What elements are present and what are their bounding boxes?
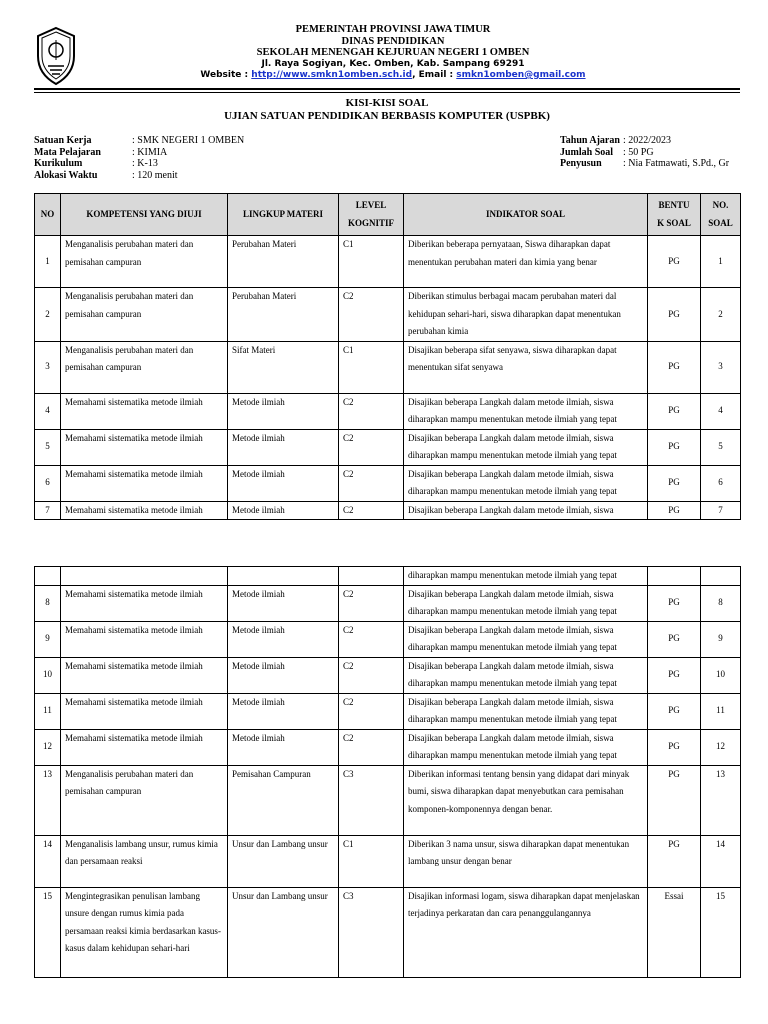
cell-materi: Metode ilmiah [228,429,339,465]
cell-materi: Metode ilmiah [228,465,339,501]
cell-kompetensi: Menganalisis perubahan materi dan pemisahan campuran [61,341,228,393]
cell-materi [228,567,339,586]
cell-level: C1 [339,835,404,887]
table-row [35,621,741,657]
info-value: : KIMIA [132,146,168,158]
email-label: , Email : [412,70,454,80]
cell-materi: Perubahan Materi [228,236,339,288]
title-line-2: UJIAN SATUAN PENDIDIKAN BERBASIS KOMPUTER (USPBK) [224,109,550,122]
info-value: : 120 menit [132,169,178,181]
cell-level: C2 [339,288,404,342]
cell-bentuk: PG [648,765,701,835]
cell-soal: 8 [701,585,741,621]
cell-indikator: Disajikan beberapa Langkah dalam metode ilmiah, siswa [404,501,648,520]
cell-indikator: Disajikan beberapa sifat senyawa, siswa diharapkan dapat menentukan sifat senyawa [404,341,648,393]
info-label: Alokasi Waktu [34,169,98,181]
cell-indikator: Diberikan beberapa pernyataan, Siswa diharapkan dapat menentukan perubahan materi dan kimia yang benar [404,236,648,288]
website-label: Website : [200,70,249,80]
cell-bentuk: PG [648,585,701,621]
letterhead-rule-thick [34,88,740,90]
table-row [35,341,741,393]
cell-materi: Unsur dan Lambang unsur [228,835,339,887]
cell-indikator: Disajikan beberapa Langkah dalam metode ilmiah, siswa diharapkan mampu menentukan metode ilmiah yang tepat [404,393,648,429]
cell-indikator: Disajikan beberapa Langkah dalam metode ilmiah, siswa diharapkan mampu menentukan metode ilmiah yang tepat [404,429,648,465]
info-kurikulum [34,158,244,170]
info-jumlah-soal [560,147,729,159]
header-level-line1: LEVEL [355,200,387,210]
cell-bentuk: PG [648,621,701,657]
cell-kompetensi: Memahami sistematika metode ilmiah [61,393,228,429]
cell-level: C2 [339,729,404,765]
cell-indikator: Disajikan beberapa Langkah dalam metode ilmiah, siswa diharapkan mampu menentukan metode ilmiah yang tepat [404,585,648,621]
cell-materi: Metode ilmiah [228,585,339,621]
cell-kompetensi: Menganalisis perubahan materi dan pemisahan campuran [61,236,228,288]
cell-bentuk: PG [648,429,701,465]
cell-kompetensi: Memahami sistematika metode ilmiah [61,621,228,657]
cell-materi: Unsur dan Lambang unsur [228,887,339,977]
cell-bentuk: PG [648,657,701,693]
cell-level: C2 [339,621,404,657]
info-alokasi-waktu [34,170,244,182]
cell-level: C2 [339,429,404,465]
info-label: Jumlah Soal [560,146,614,158]
cell-soal [701,567,741,586]
cell-indikator: Diberikan 3 nama unsur, siswa diharapkan dapat menentukan lambang unsur dengan benar [404,835,648,887]
header-indikator: INDIKATOR SOAL [404,194,648,236]
info-right [560,135,729,170]
header-level-line2: KOGNITIF [347,217,394,228]
table-row [35,429,741,465]
letterhead-rule-thin [34,92,740,93]
cell-soal: 14 [701,835,741,887]
cell-no: 9 [35,621,61,657]
cell-no: 3 [35,341,61,393]
info-tahun-ajaran [560,135,729,147]
cell-no: 5 [35,429,61,465]
cell-level: C1 [339,341,404,393]
cell-bentuk: PG [648,236,701,288]
cell-kompetensi: Memahami sistematika metode ilmiah [61,585,228,621]
cell-indikator: Disajikan beberapa Langkah dalam metode ilmiah, siswa diharapkan mampu menentukan metode ilmiah yang tepat [404,657,648,693]
cell-kompetensi: Menganalisis lambang unsur, rumus kimia dan persamaan reaksi [61,835,228,887]
table-row [35,657,741,693]
letterhead-school-name: SEKOLAH MENENGAH KEJURUAN NEGERI 1 OMBEN [256,47,530,58]
cell-bentuk: PG [648,465,701,501]
cell-no: 13 [35,765,61,835]
info-label: Tahun Ajaran [560,135,620,146]
cell-materi: Metode ilmiah [228,657,339,693]
cell-soal: 15 [701,887,741,977]
cell-materi: Perubahan Materi [228,288,339,342]
cell-indikator: diharapkan mampu menentukan metode ilmiah yang tepat [404,567,648,586]
cell-kompetensi: Memahami sistematika metode ilmiah [61,657,228,693]
table-row [35,393,741,429]
cell-soal: 5 [701,429,741,465]
header-bentuk-line1: BENTU [658,200,690,210]
cell-bentuk: PG [648,501,701,520]
table-row [35,765,741,835]
cell-indikator: Disajikan beberapa Langkah dalam metode ilmiah, siswa diharapkan mampu menentukan metode ilmiah yang tepat [404,621,648,657]
cell-level: C2 [339,657,404,693]
header-no-soal [701,194,741,236]
table-row-continuation [35,567,741,586]
cell-soal: 13 [701,765,741,835]
cell-soal: 9 [701,621,741,657]
kisi-table-page-2 [34,566,741,978]
cell-soal: 4 [701,393,741,429]
info-label: Kurikulum [34,158,83,169]
cell-materi: Metode ilmiah [228,621,339,657]
cell-no: 4 [35,393,61,429]
cell-kompetensi: Memahami sistematika metode ilmiah [61,465,228,501]
table-row [35,693,741,729]
cell-bentuk: PG [648,341,701,393]
letterhead [100,24,686,82]
cell-indikator: Disajikan beberapa Langkah dalam metode ilmiah, siswa diharapkan mampu menentukan metode ilmiah yang tepat [404,465,648,501]
info-label: Satuan Kerja [34,135,92,146]
cell-kompetensi: Menganalisis perubahan materi dan pemisahan campuran [61,288,228,342]
table-row [35,887,741,977]
letterhead-address: Jl. Raya Sogiyan, Kec. Omben, Kab. Sampang 69291 [261,58,525,69]
cell-level: C3 [339,887,404,977]
cell-soal: 11 [701,693,741,729]
header-kompetensi: KOMPETENSI YANG DIUJI [61,194,228,236]
cell-kompetensi: Memahami sistematika metode ilmiah [61,429,228,465]
info-penyusun [560,158,729,170]
cell-indikator: Diberikan informasi tentang bensin yang didapat dari minyak bumi, siswa diharapkan dapat menyebutkan cara pemisahan komponen-komponennya dengan benar. [404,765,648,835]
cell-level: C1 [339,236,404,288]
cell-no [35,567,61,586]
cell-soal: 10 [701,657,741,693]
cell-bentuk: PG [648,835,701,887]
cell-no: 2 [35,288,61,342]
info-value: : 2022/2023 [623,135,672,146]
info-value: : K-13 [132,158,158,169]
header-bentuk [648,194,701,236]
cell-kompetensi: Memahami sistematika metode ilmiah [61,501,228,520]
cell-no: 12 [35,729,61,765]
cell-kompetensi: Memahami sistematika metode ilmiah [61,693,228,729]
info-label: Penyusun [560,158,602,169]
cell-bentuk: PG [648,729,701,765]
info-label: Mata Pelajaran [34,146,101,158]
cell-soal: 1 [701,236,741,288]
cell-no: 6 [35,465,61,501]
kisi-table-page-1 [34,193,741,520]
cell-level: C3 [339,765,404,835]
table-row [35,835,741,887]
info-value: : Nia Fatmawati, S.Pd., Gr [623,158,730,169]
cell-level: C2 [339,693,404,729]
letterhead-government: PEMERINTAH PROVINSI JAWA TIMUR [295,24,491,35]
table-row [35,288,741,342]
website-link[interactable]: http://www.smkn1omben.sch.id [251,70,413,80]
cell-no: 11 [35,693,61,729]
cell-level: C2 [339,393,404,429]
cell-level [339,567,404,586]
header-level [339,194,404,236]
info-value: : SMK NEGERI 1 OMBEN [132,135,245,146]
table-row [35,236,741,288]
cell-materi: Pemisahan Campuran [228,765,339,835]
table-row [35,465,741,501]
cell-kompetensi: Memahami sistematika metode ilmiah [61,729,228,765]
cell-soal: 6 [701,465,741,501]
cell-level: C2 [339,501,404,520]
table-row [35,585,741,621]
header-nosoal-line1: NO. [712,200,729,210]
table-row [35,729,741,765]
info-mata-pelajaran [34,147,244,159]
document-title [34,97,740,122]
cell-materi: Metode ilmiah [228,501,339,520]
info-value: : 50 PG [623,146,654,158]
header-no: NO [35,194,61,236]
cell-materi: Metode ilmiah [228,729,339,765]
cell-bentuk: PG [648,393,701,429]
cell-soal: 12 [701,729,741,765]
header-materi: LINGKUP MATERI [228,194,339,236]
cell-soal: 7 [701,501,741,520]
info-satuan-kerja [34,135,244,147]
cell-no: 10 [35,657,61,693]
email-link[interactable]: smkn1omben@gmail.com [456,70,586,80]
cell-indikator: Disajikan beberapa Langkah dalam metode ilmiah, siswa diharapkan mampu menentukan metode ilmiah yang tepat [404,729,648,765]
cell-level: C2 [339,465,404,501]
cell-bentuk [648,567,701,586]
cell-indikator: Disajikan beberapa Langkah dalam metode ilmiah, siswa diharapkan mampu menentukan metode ilmiah yang tepat [404,693,648,729]
cell-indikator: Disajikan informasi logam, siswa diharapkan dapat menjelaskan terjadinya perkaratan dan cara penanggulangannya [404,887,648,977]
cell-indikator: Diberikan stimulus berbagai macam perubahan materi dal kehidupan sehari-hari, siswa diharapkan dapat menentukan perubahan kimia [404,288,648,342]
cell-soal: 2 [701,288,741,342]
header-bentuk-line2: K SOAL [657,217,691,228]
provincial-emblem-logo [34,26,78,86]
cell-no: 7 [35,501,61,520]
cell-materi: Metode ilmiah [228,693,339,729]
header-nosoal-line2: SOAL [708,217,733,228]
cell-no: 1 [35,236,61,288]
cell-materi: Sifat Materi [228,341,339,393]
cell-soal: 3 [701,341,741,393]
table-row [35,501,741,520]
cell-materi: Metode ilmiah [228,393,339,429]
cell-kompetensi: Menganalisis perubahan materi dan pemisahan campuran [61,765,228,835]
cell-bentuk: PG [648,693,701,729]
cell-kompetensi: Mengintegrasikan penulisan lambang unsure dengan rumus kimia pada persamaan reaksi kimia berdasarkan kasus-kasus dalam kehidupan sehari-hari [61,887,228,977]
cell-kompetensi [61,567,228,586]
table-header-row [35,194,741,236]
cell-no: 8 [35,585,61,621]
info-left [34,135,244,181]
title-line-1: KISI-KISI SOAL [345,97,429,109]
cell-no: 14 [35,835,61,887]
cell-level: C2 [339,585,404,621]
cell-bentuk: PG [648,288,701,342]
letterhead-contact [100,70,686,82]
cell-no: 15 [35,887,61,977]
letterhead-department: DINAS PENDIDIKAN [341,35,445,47]
cell-bentuk: Essai [648,887,701,977]
